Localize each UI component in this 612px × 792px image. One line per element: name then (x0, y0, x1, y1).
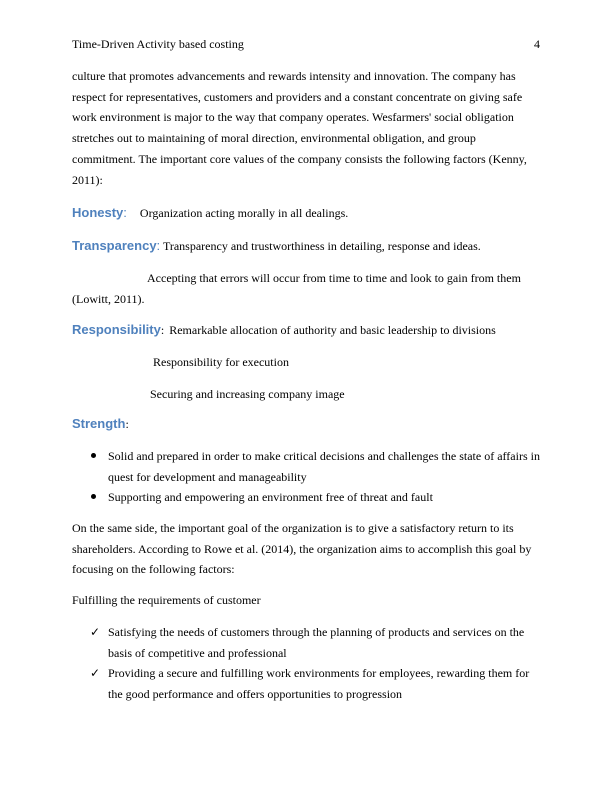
list-item (72, 663, 540, 704)
honesty-text: Organization acting morally in all dealings. (139, 206, 349, 220)
honesty-heading: Honesty (72, 205, 124, 220)
responsibility-subitem: Securing and increasing company image (150, 387, 345, 401)
strength-bullet-list (72, 446, 540, 508)
check-item-text: Satisfying the needs of customers through the planning of products and services on the basis of competitive and professional (108, 625, 525, 660)
strength-colon: : (125, 417, 129, 431)
bullet-text: Supporting and empowering an environment free of threat and fault (108, 490, 433, 505)
fulfilling-heading: Fulfilling the requirements of customer (72, 593, 261, 607)
checkmark-icon: ✓ (90, 625, 101, 639)
honesty-item (72, 203, 540, 224)
transparency-extra: Accepting that errors will occur from time to time and look to gain from them (Lowitt, 2011). (72, 271, 521, 306)
bullet-icon (91, 494, 96, 499)
transparency-text: Transparency and trustworthiness in detailing, response and ideas. (160, 239, 481, 253)
checkmark-icon: ✓ (90, 666, 101, 681)
check-list (72, 622, 540, 705)
honesty-colon: : (123, 205, 127, 220)
list-item (72, 622, 540, 663)
bullet-text: Solid and prepared in order to make critical decisions and challenges the state of affairs in quest for development and manageability (108, 449, 540, 484)
list-item (72, 446, 540, 487)
bullet-icon (91, 453, 96, 458)
responsibility-colon: : (160, 323, 165, 337)
check-item-text: Providing a secure and fulfilling work environments for employees, rewarding them for the good performance and offers opportunities to progression (108, 666, 530, 702)
transparency-colon: : (156, 238, 161, 253)
responsibility-item (72, 320, 540, 341)
responsibility-heading: Responsibility (72, 322, 161, 337)
page-number: 4 (534, 37, 540, 51)
goal-paragraph: On the same side, the important goal of the organization is to give a satisfactory return to its shareholders. According to Rowe et al. (2014), the organization aims to accomplish this goal by focusing on the following factors: (72, 521, 532, 577)
responsibility-text: Remarkable allocation of authority and basic leadership to divisions (169, 323, 496, 337)
transparency-heading: Transparency (72, 238, 157, 253)
transparency-item (72, 236, 540, 257)
responsibility-subitem: Responsibility for execution (153, 355, 289, 369)
intro-paragraph: culture that promotes advancements and rewards intensity and innovation. The company has respect for representatives, customers and providers and a constant concentrate on giving safe work environment is major to the way that company operates. Wesfarmers' social obligation stretches out to maintaining of moral direction, environmental obligation, and group commitment. The important core values of the company consists the following factors (Kenny, 2011): (72, 69, 527, 187)
strength-item (72, 414, 540, 435)
strength-heading: Strength (72, 416, 126, 431)
list-item (72, 487, 540, 508)
running-head-title: Time-Driven Activity based costing (72, 37, 244, 51)
